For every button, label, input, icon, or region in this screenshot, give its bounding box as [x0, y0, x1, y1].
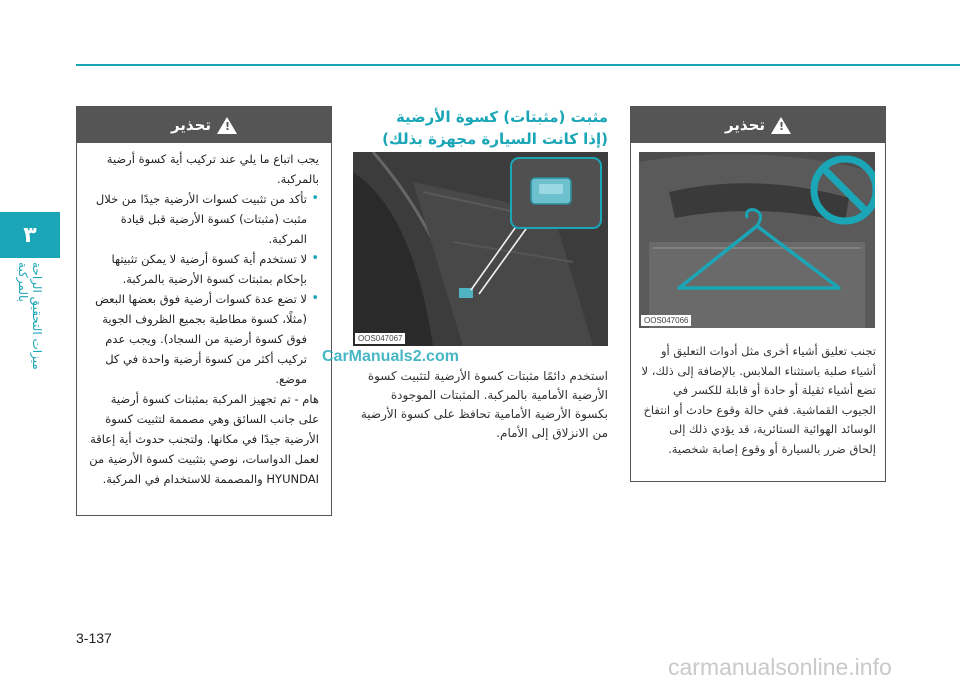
left-warning-intro: يجب اتباع ما يلي عند تركيب أية كسوة أرضية بالمركبة.: [106, 152, 319, 186]
left-warning-body: [77, 143, 331, 495]
right-warning-body: تجنب تعليق أشياء أخرى مثل أدوات التعليق أو أشياء صلبة باستثناء الملابس. بالإضافة إلى ذلك، لا تضع أشياء ثقيلة أو حادة أو قابلة للكسر في الجيوب القماشية. ففي حالة وقوع حادث أو انتفاخ الوسائد الهوائية الستائرية، قد يؤدي ذلك إلى إلحاق ضرر بالسيارة أو وقوع إصابة شخصية.: [641, 344, 876, 456]
left-warning-bullet: • لا تضع عدة كسوات أرضية فوق بعضها البعض (مثلًا، كسوة مطاطية بجميع الظروف الجوية فوق كسوة أرضية من السجاد). ويجب عدم تركيب أكثر من كسوة أرضية واحدة في كل موضع.: [87, 289, 319, 389]
left-warning-note: هام - تم تجهيز المركبة بمثبتات كسوة أرضية على جانب السائق وهي مصممة لتثبيت كسوة الأرضية جيدًا في مكانها. ولتجنب حدوث أية إعاقة لعمل الدواسات، نوصي بتثبيت كسوة الأرضية من HYUNDAI والمصممة للاستخدام في المركبة.: [89, 392, 319, 486]
chapter-tab: [0, 212, 60, 258]
chapter-number: ٣: [23, 222, 37, 248]
section-title: [356, 106, 608, 150]
left-warning-bullet: • تأكد من تثبيت كسوات الأرضية جيدًا من خلال مثبت (مثبتات) كسوة الأرضية قبل قيادة المركبة.: [87, 189, 319, 249]
photo-code: OOS047066: [641, 315, 691, 326]
watermark-large: carmanualsonline.info: [668, 654, 892, 680]
left-warning-title: تحذير: [170, 116, 212, 134]
chapter-label: ميزات التحقيق الراحة بالمركبة: [16, 262, 44, 370]
photo-code: OOS047067: [355, 333, 405, 344]
section-body: استخدم دائمًا مثبتات كسوة الأرضية لتثبيت كسوة الأرضية الأمامية بالمركبة. المثبتات الموجودة بكسوة الأرضية الأمامية تحافظ على كسوة الأرضية من الانزلاق إلى الأمام.: [360, 369, 608, 440]
left-warning-bullet: • لا تستخدم أية كسوة أرضية لا يمكن تثبيتها بإحكام بمثبتات كسوة الأرضية بالمركبة.: [87, 249, 319, 289]
warning-triangle-icon: !: [771, 117, 791, 134]
top-rule: [76, 64, 960, 66]
section-title-line1: مثبت (مثبتات) كسوة الأرضية: [395, 108, 608, 126]
coat-hook-photo: [639, 152, 875, 328]
left-warning-box: [76, 106, 332, 516]
warning-triangle-icon: !: [217, 117, 237, 134]
watermark-small: CarManuals2.com: [322, 348, 459, 365]
right-warning-header: [631, 107, 885, 143]
coat-hook-illustration: [639, 152, 875, 328]
right-warning-title: تحذير: [724, 116, 766, 134]
section-title-line2: (إذا كانت السيارة مجهزة بذلك): [382, 130, 608, 148]
page-number: 3-137: [76, 630, 112, 646]
left-warning-header: [77, 107, 331, 143]
floor-mat-anchor-illustration: [353, 152, 608, 346]
floor-mat-anchor-photo: [353, 152, 608, 346]
